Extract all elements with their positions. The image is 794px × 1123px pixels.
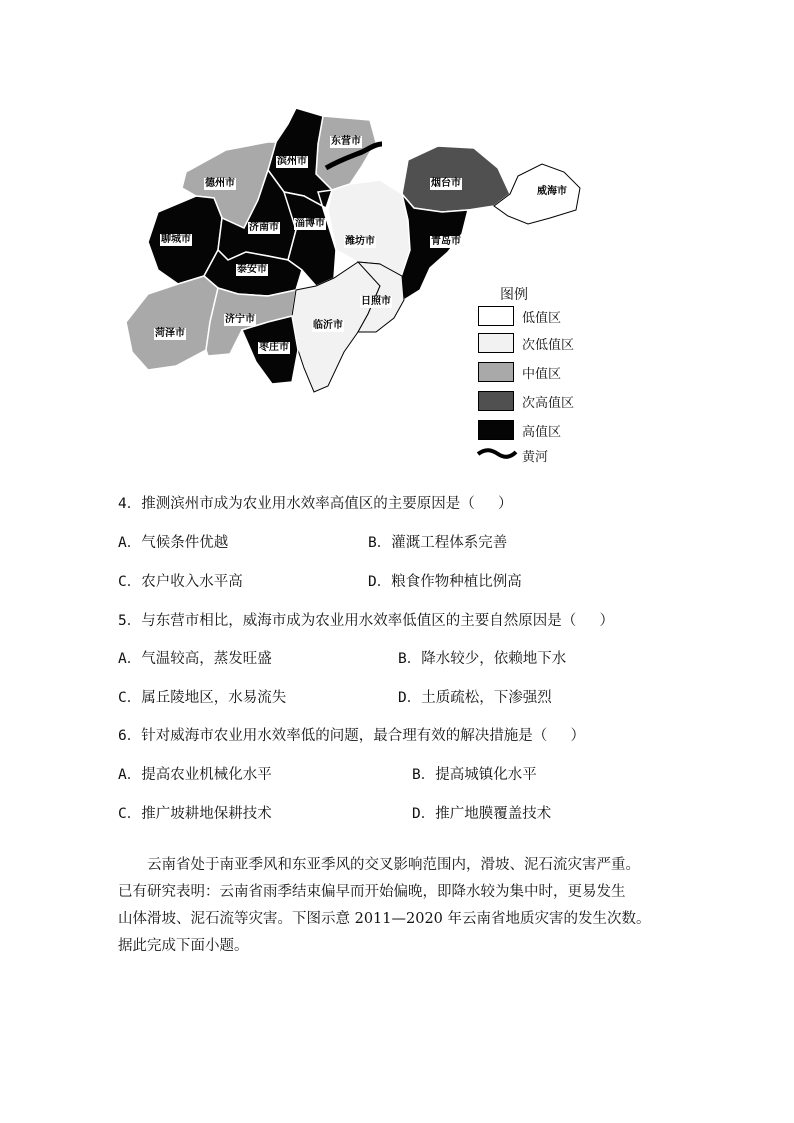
city-label-qingdao: 青岛市 xyxy=(431,236,461,247)
legend-swatch-low xyxy=(478,306,514,326)
city-label-linyi: 临沂市 xyxy=(313,320,343,331)
question-4-option-a: A．气候条件优越 xyxy=(118,535,229,551)
question-4-stem: 4．推测滨州市成为农业用水效率高值区的主要原因是（ ） xyxy=(118,496,513,512)
passage-line-2: 已有研究表明：云南省雨季结束偏早而开始偏晚，即降水较为集中时，更易发生 xyxy=(118,884,626,900)
city-label-dezhou: 德州市 xyxy=(205,178,235,189)
passage-line-4: 据此完成下面小题。 xyxy=(118,938,249,954)
city-label-rizhao: 日照市 xyxy=(361,296,391,307)
question-5-option-c: C．属丘陵地区，水易流失 xyxy=(118,690,287,706)
question-6-option-a: A．提高农业机械化水平 xyxy=(118,767,272,783)
passage-line-3: 山体滑坡、泥石流等灾害。下图示意 2011—2020 年云南省地质灾害的发生次数。 xyxy=(118,911,651,927)
question-6-option-d: D．推广地膜覆盖技术 xyxy=(412,806,552,822)
city-label-jining: 济宁市 xyxy=(225,314,255,325)
city-label-heze: 菏泽市 xyxy=(155,328,185,339)
legend-label-sub-high: 次高值区 xyxy=(522,396,575,411)
city-label-dongying: 东营市 xyxy=(331,136,361,147)
legend-label-low: 低值区 xyxy=(522,311,562,326)
legend-swatch-sub-low xyxy=(478,333,514,353)
legend-title: 图例 xyxy=(500,287,528,303)
legend-swatch-sub-high xyxy=(478,391,514,411)
city-label-yantai: 烟台市 xyxy=(431,178,461,189)
question-4-option-c: C．农户收入水平高 xyxy=(118,574,243,590)
legend-label-high: 高值区 xyxy=(522,425,562,440)
question-5-stem: 5．与东营市相比，威海市成为农业用水效率低值区的主要自然原因是（ ） xyxy=(118,613,614,629)
city-label-zaozhuang: 枣庄市 xyxy=(259,342,289,353)
city-label-taian: 泰安市 xyxy=(237,264,267,275)
city-label-binzhou: 滨州市 xyxy=(277,156,307,167)
passage-line-1: 云南省处于南亚季风和东亚季风的交叉影响范围内，滑坡、泥石流灾害严重。 xyxy=(118,857,640,873)
question-5-option-b: B．降水较少，依赖地下水 xyxy=(398,651,567,667)
legend-swatch-high xyxy=(478,420,514,440)
city-label-weifang: 潍坊市 xyxy=(345,236,375,247)
question-6-option-b: B．提高城镇化水平 xyxy=(412,767,537,783)
legend-river-symbol xyxy=(478,450,516,457)
region-dongying xyxy=(316,116,376,190)
shandong-map xyxy=(118,100,598,470)
question-6-stem: 6．针对威海市农业用水效率低的问题，最合理有效的解决措施是（ ） xyxy=(118,728,585,744)
question-5-option-d: D．土质疏松，下渗强烈 xyxy=(398,690,552,706)
question-5-option-a: A．气温较高，蒸发旺盛 xyxy=(118,651,272,667)
legend-label-mid: 中值区 xyxy=(522,367,562,382)
city-label-jinan: 济南市 xyxy=(249,222,279,233)
region-weifang xyxy=(328,180,410,276)
city-label-zibo: 淄博市 xyxy=(295,218,325,229)
city-label-liaocheng: 聊城市 xyxy=(161,234,191,245)
question-6-option-c: C．推广坡耕地保耕技术 xyxy=(118,806,272,822)
passage xyxy=(118,852,683,960)
legend-label-sub-low: 次低值区 xyxy=(522,338,575,353)
region-heze xyxy=(126,276,218,370)
city-label-weihai: 威海市 xyxy=(537,186,567,197)
legend-swatch-mid xyxy=(478,362,514,382)
legend-label-river: 黄河 xyxy=(522,450,549,465)
question-4-option-b: B．灌溉工程体系完善 xyxy=(368,535,508,551)
question-4-option-d: D．粮食作物种植比例高 xyxy=(368,574,522,590)
